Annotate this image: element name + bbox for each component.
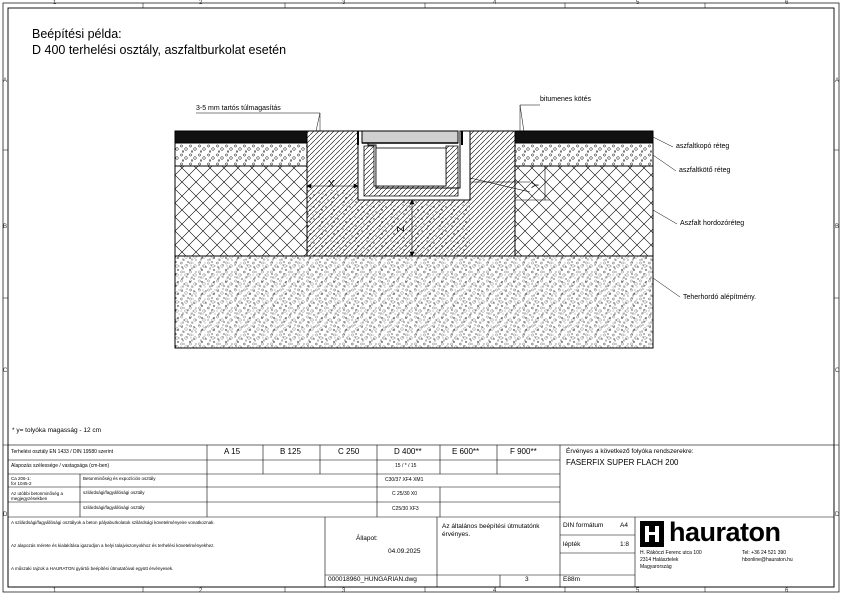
wearing-right	[515, 131, 653, 143]
status-date: 04.09.2025	[388, 548, 421, 555]
concrete-class-label: Betonminőség és expozíciós osztály	[83, 476, 156, 481]
load-class-header: Terhelési osztály EN 1433 / DIN 19580 szerint	[11, 449, 113, 455]
address-line3: Magyarország	[640, 564, 672, 570]
format-value: A4	[620, 522, 628, 529]
grid-col-3: 3	[342, 0, 346, 6]
grade-note-label: Az utóbbi betonminőség a megjegyzésekben	[11, 491, 64, 502]
email: hbonline@hauraton.hu	[742, 557, 793, 563]
binder-left	[175, 143, 307, 166]
mech-class-label: szilárdsági/fagyállósági osztály	[83, 490, 145, 495]
binder-right	[515, 143, 653, 166]
wearing-course-label: aszfaltkopó réteg	[676, 143, 730, 150]
system-value: FASERFIX SUPER FLACH 200	[566, 458, 679, 467]
note-2: Az alapozás mérete és kialakítása igazodjon a helyi talajviszonyokhoz és terhelési követelményekhez.	[11, 543, 215, 548]
grid-row-a: A	[3, 78, 8, 84]
binder-course-label: aszfaltkötő réteg	[679, 167, 731, 174]
grid-col-2: 2	[199, 0, 203, 6]
frost-class-label: szilárdsági/fagyállósági osztály	[83, 505, 145, 510]
status-label: Állapot:	[356, 535, 378, 542]
footnote: * y= tolyóka magasság - 12 cm	[12, 427, 102, 434]
class-c250: C 250	[338, 447, 360, 456]
size-value: 15 / * / 15	[395, 463, 417, 469]
grid-col-5-bottom: 5	[636, 588, 640, 594]
grid-col-4-bottom: 4	[493, 588, 497, 594]
phone: Tel: +36 24 521 390	[742, 550, 787, 556]
drawing-code: E88m	[563, 576, 580, 583]
grid-col-2-bottom: 2	[199, 588, 203, 594]
grid-col-6: 6	[785, 0, 789, 6]
validity-note: Az általános beépítési útmutatónk érvényes.	[442, 523, 540, 539]
class-f900: F 900**	[510, 447, 537, 456]
base-course-label: Aszfalt hordozóréteg	[680, 220, 745, 227]
dimension-z: Z	[396, 225, 408, 233]
grid-col-5: 5	[636, 0, 640, 6]
size-label: Alapozás szélessége / vastagsága (cm-ben)	[11, 463, 110, 469]
grid-row-b-right: B	[835, 224, 840, 230]
dimension-y: Y	[530, 181, 542, 189]
page-title-line1: Beépítési példa:	[32, 27, 122, 41]
grid-row-c: C	[3, 368, 8, 374]
grid-row-b: B	[3, 224, 8, 230]
grid-col-1: 1	[53, 0, 57, 6]
grid-col-6-bottom: 6	[785, 588, 789, 594]
bitumen-label: bitumenes kötés	[540, 96, 591, 103]
grid-row-d: D	[3, 512, 8, 518]
grid-row-d-right: D	[835, 512, 840, 518]
scale-label: lépték	[563, 541, 581, 548]
hauraton-logo-mark	[640, 521, 664, 547]
grate	[362, 131, 458, 143]
wearing-left	[175, 131, 307, 143]
format-label: DIN formátum	[563, 522, 604, 529]
subbase-label: Teherhordó alépítmény.	[683, 294, 757, 301]
grid-row-c-right: C	[835, 368, 840, 374]
dimension-x: X	[328, 179, 335, 190]
note-1: A szilárdsági/fagyállósági osztályok a beton pályaburkolatok szilárdsági követelményeire vonatkoznak.	[11, 520, 215, 525]
system-label: Érvényes a következő folyóka rendszerekre:	[566, 448, 694, 455]
asphalt-base-left	[175, 166, 307, 256]
grid-col-4: 4	[493, 0, 497, 6]
overlay-label: 3-5 mm tartós túlmagasítás	[196, 105, 281, 112]
page-title-line2: D 400 terhelési osztály, aszfaltburkolat esetén	[32, 43, 287, 57]
mech-class-value: C 25/30 X0	[392, 491, 418, 497]
class-a15: A 15	[224, 447, 241, 456]
class-e600: E 600**	[452, 447, 480, 456]
class-b125: B 125	[280, 447, 301, 456]
address-line1: H. Rákóczi Ferenc utca 100	[640, 550, 702, 556]
class-d400: D 400**	[394, 447, 422, 456]
grid-col-1-bottom: 1	[53, 588, 57, 594]
drawing-number: 000018960_HUNGARIAN.dwg	[328, 576, 417, 583]
note-3: A műszaki rajzok a HAURATON gyártói beépítési útmutatóival együtt érvényesek.	[11, 566, 174, 571]
scale-value: 1:8	[620, 541, 630, 548]
asphalt-base-right	[515, 166, 653, 256]
grid-col-3-bottom: 3	[342, 588, 346, 594]
concrete-class-value: C30/37 XF4 XM1	[385, 477, 424, 483]
en-norm-label: Ca 206-1: for 1045-2	[11, 476, 32, 486]
company-logo-text: hauraton	[669, 517, 781, 547]
frost-class-value: C25/30 XF3	[392, 506, 419, 512]
address-line2: 2314 Halásztelek	[640, 557, 679, 563]
page-number: 3	[525, 576, 529, 583]
grid-row-a-right: A	[835, 78, 840, 84]
